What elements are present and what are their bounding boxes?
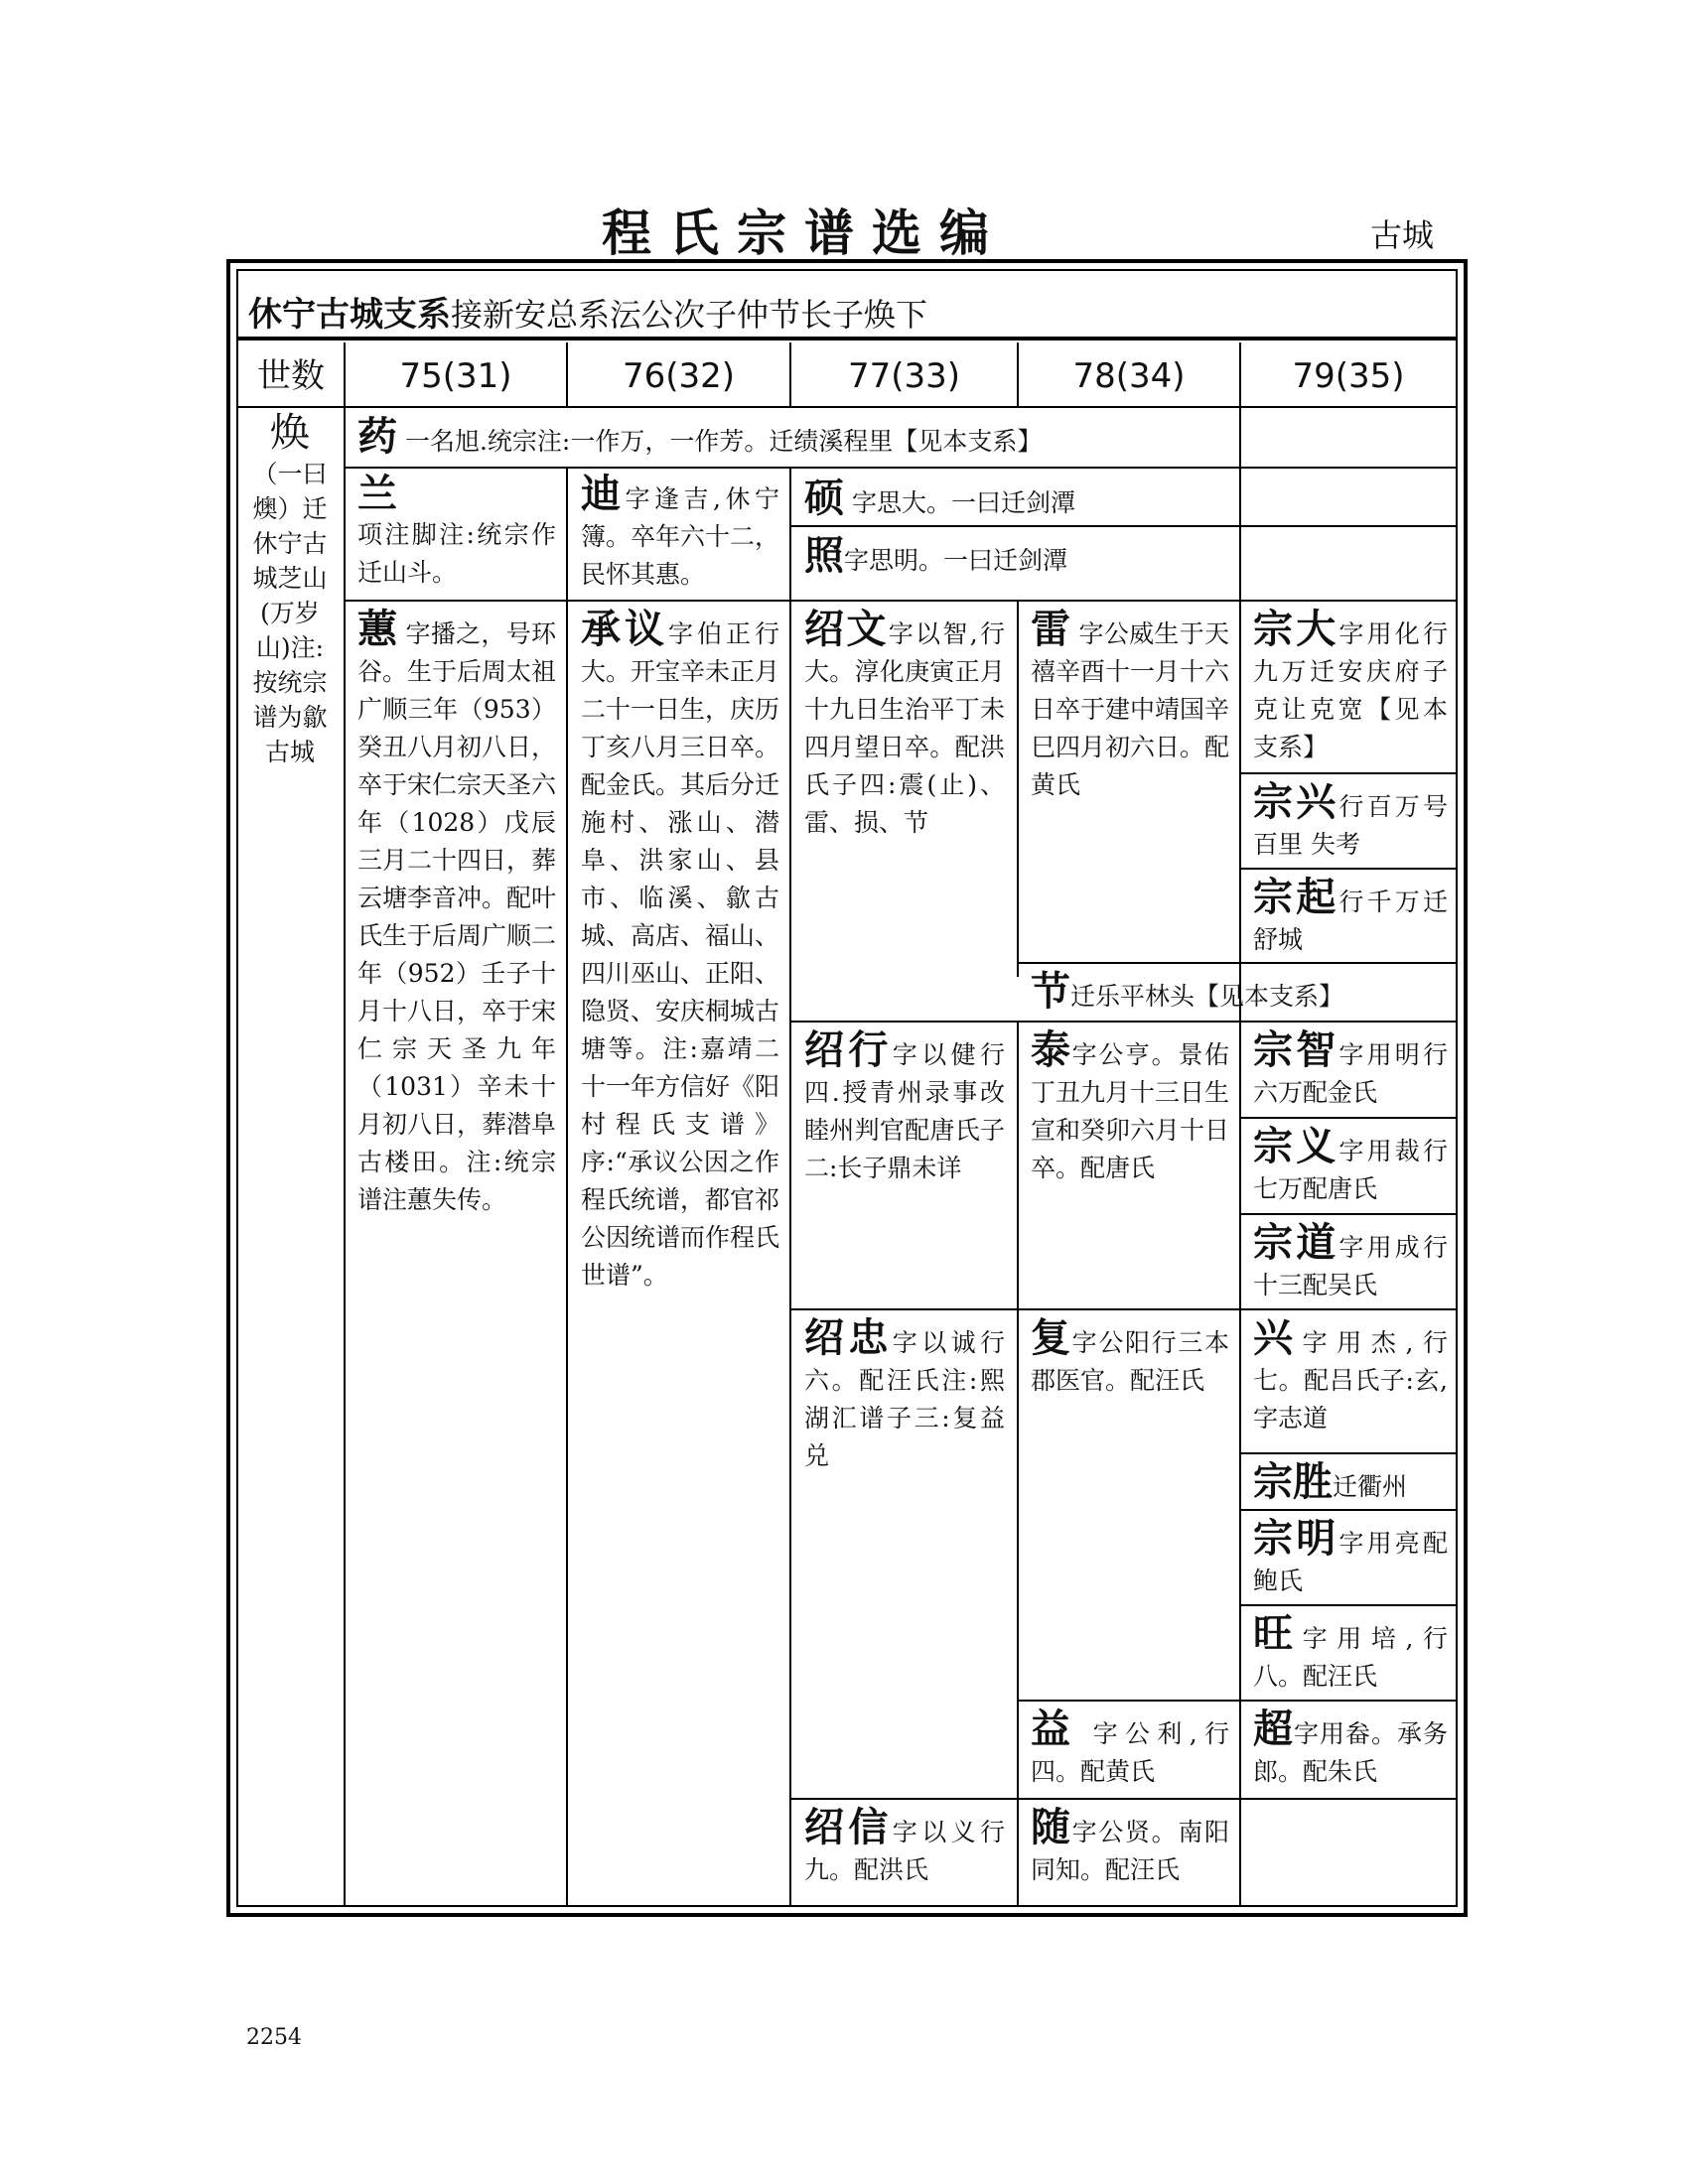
entry-jie: 节迁乐平林头【见本支系】 [1031,969,1344,1015]
rule-h-jie [789,1021,1456,1023]
branch-note: 接新安总系沄公次子仲节长子焕下 [451,296,928,334]
rule-h-zongming [1239,1604,1456,1606]
ancestor-cell [246,409,334,769]
rule-h-shaozhong [789,1798,1456,1800]
rule-v-77a [1017,600,1019,977]
entry-chao: 超字用畚。承务郎。配朱氏 [1253,1706,1448,1786]
entry-yi: 益 字公利,行四。配黄氏 [1031,1706,1229,1786]
rule-h-zongxing [1239,868,1456,870]
ancestor-note: （一曰燠）迁休宁古城芝山(万岁山)注:按统宗谱为歙古城 [252,460,328,766]
entry-zongsheng: 宗胜迁衢州 [1253,1459,1408,1505]
col-header-label: 世数 [257,356,325,396]
rule-h-zongsheng [1239,1509,1456,1511]
entry-lan: 兰 项注脚注:统宗作迁山斗。 [357,472,556,587]
col-header-75: 75(31) [399,356,512,396]
rule-h-fu [1017,1700,1456,1702]
ancestor-name: 焕 [270,410,310,456]
entry-tai: 泰字公亨。景佑丁丑九月十三日生宣和癸卯六月十日卒。配唐氏 [1031,1027,1230,1182]
entry-zongyi: 宗义字用裁行七万配唐氏 [1253,1124,1448,1203]
entry-shaozhong: 绍忠字以诚行六。配汪氏注:熙湖汇谱子三:复益兑 [804,1315,1005,1470]
entry-wang: 旺字用培,行八。配汪氏 [1253,1611,1448,1691]
rule-v-77b [1017,1021,1019,1905]
page-title: 程氏宗谱选编 [602,204,1007,262]
entry-fu: 复字公阳行三本郡医官。配汪氏 [1031,1315,1229,1395]
rule-v-78 [1239,342,1241,1905]
entry-zongming: 宗明字用亮配鲍氏 [1253,1516,1448,1595]
entry-zongqi: 宗起行千万迁舒城 [1253,875,1448,954]
entry-chengyi: 承议字伯正行大。开宝辛未正月二十一日生，庆历丁亥八月三日卒。配金氏。其后分迁施村、涨山、潜阜、洪家山、县市、临溪、歙古城、高店、福山、四川巫山、正阳、隐贤、安庆桐城古塘等。注:嘉靖二十一年方信好《阳村程氏支谱》序:“承议公因之作程氏统谱，都官祁公因统谱而作程氏世谱”。 [581,607,780,1290]
col-header-78: 78(34) [1072,356,1186,396]
col-header-77: 77(33) [847,356,961,396]
entry-shaowen: 绍文字以智,行大。淳化庚寅正月十九日生治平丁未四月望日卒。配洪氏子四:震(止)、雷、损、节 [804,607,1005,837]
entry-sui: 随字公贤。南阳同知。配汪氏 [1031,1805,1229,1884]
entry-zongzhi: 宗智字用明行六万配金氏 [1253,1027,1448,1107]
col-header-79: 79(35) [1292,356,1405,396]
rule-h-shaoxing [789,1308,1456,1310]
rule-v-side [344,342,346,1905]
entry-zongda: 宗大字用化行九万迁安庆府子克让克宽【见本支系】 [1253,607,1448,761]
region-label: 古城 [1370,216,1435,254]
rule-v-75 [566,467,568,1905]
branch-name: 休宁古城支系 [248,295,451,335]
branch-header [238,271,1456,341]
entry-shaoxin: 绍信字以义行九。配洪氏 [804,1805,1005,1884]
entry-xing: 兴字用杰,行七。配吕氏子:玄,字志道 [1253,1315,1448,1433]
page-number: 2254 [246,2025,302,2050]
entry-yao: 药 一名旭.统宗注:一作万，一作芳。迁绩溪程里【见本支系】 [357,414,1043,460]
col-header-76: 76(32) [622,356,736,396]
rule-h-row2 [344,600,1456,602]
rule-col-header [238,406,1456,408]
entry-lei: 雷 字公威生于天禧辛酉十一月十六日卒于建中靖国辛巳四月初六日。配黄氏 [1031,607,1230,799]
entry-di: 迪字逢吉,休宁簿。卒年六十二，民怀其惠。 [581,472,780,589]
entry-hui: 蕙 字播之，号环谷。生于后周太祖广顺三年（953）癸丑八月初八日，卒于宋仁宗天圣六年（1028）戊辰三月二十四日，葬云塘李音冲。配叶氏生于后周广顺二年（952）壬子十月十八日，卒于宋仁宗天圣九年（1031）辛未十月初八日，葬潜阜古楼田。注:统宗谱注蕙失传。 [357,607,557,1214]
rule-h-lei [1017,962,1456,964]
entry-zongdao: 宗道字用成行十三配吴氏 [1253,1220,1448,1299]
rule-h-xing [1239,1452,1456,1454]
rule-h-zongyi [1239,1213,1456,1215]
entry-shaoxing: 绍行字以健行四.授青州录事改睦州判官配唐氏子二:长子鼎未详 [804,1027,1005,1182]
entry-zongxing: 宗兴行百万号百里 失考 [1253,779,1448,859]
rule-h-zongzhi [1239,1117,1456,1119]
entry-shuo: 硕 字思大。一曰迁剑潭 [804,476,1075,521]
rule-h-zongda [1239,772,1456,774]
entry-zhao: 照字思明。一曰迁剑潭 [804,533,1068,579]
rule-h-shuo [789,525,1456,527]
rule-h-yao [344,467,1456,469]
rule-v-76 [789,467,791,1905]
